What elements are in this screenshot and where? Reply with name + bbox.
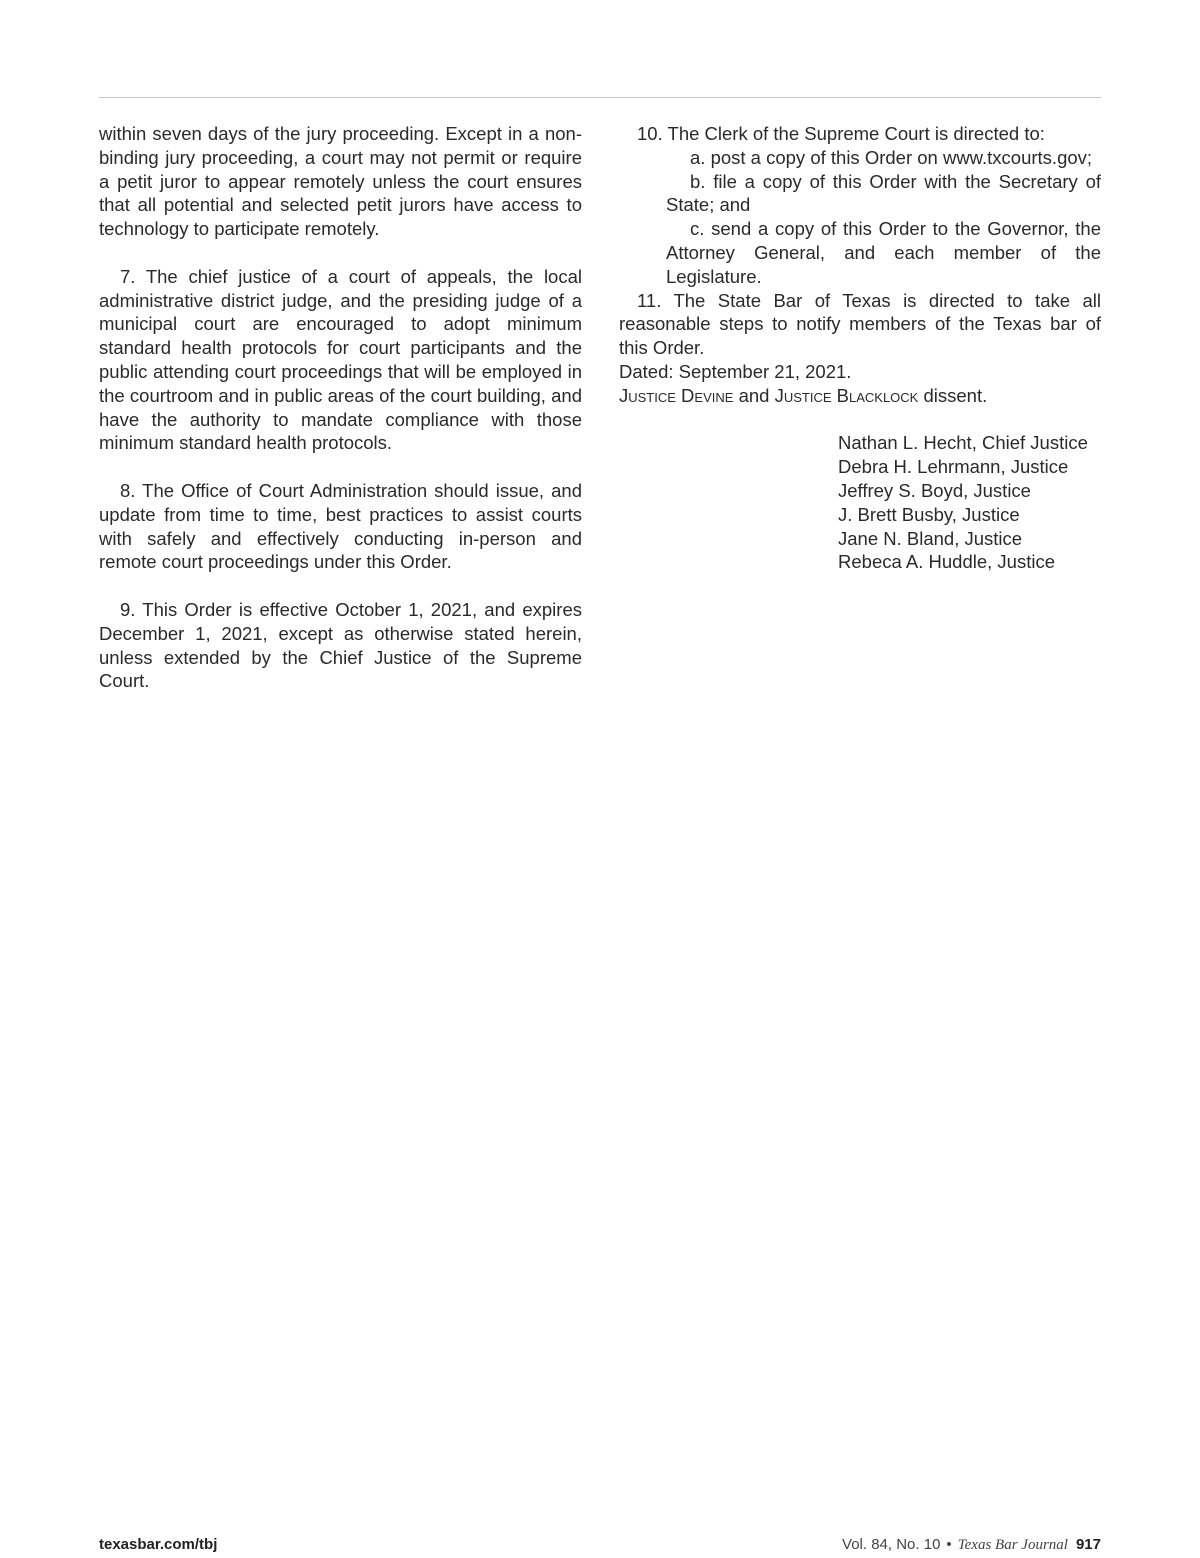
dissent-suffix: dissent. <box>918 384 988 406</box>
paragraph-7: 7. The chief justice of a court of appeals, the local administrative district judge, and the presiding judge of a municipal court are encouraged to adopt minimum standard health protocols for court participants and the public attending court proceedings that will be employed in the courtroom and in public areas of the court building, and have the authority to mandate compliance with those minimum standard health protocols. <box>99 265 582 454</box>
footer-site-link[interactable]: texasbar.com/tbj <box>99 1536 218 1553</box>
paragraph-10: 10. The Clerk of the Supreme Court is directed to: <box>637 123 1045 144</box>
signatory: J. Brett Busby, Justice <box>838 503 1020 525</box>
dissent-line <box>619 384 1101 408</box>
signatory: Debra H. Lehrmann, Justice <box>838 456 1069 478</box>
paragraph-10a: a. post a copy of this Order on www.txcourts.gov; <box>690 146 1093 168</box>
dissent-justice-blacklock: Justice Blacklock <box>774 384 919 406</box>
footer-journal-title: Texas Bar Journal <box>957 1537 1068 1553</box>
dissent-justice-devine: Justice Devine <box>619 384 734 406</box>
signatory: Nathan L. Hecht, Chief Justice <box>838 432 1088 454</box>
header-rule <box>99 97 1101 98</box>
paragraph-11: 11. The State Bar of Texas is directed to take all reasonable steps to notify members of the Texas bar of this Order. <box>619 289 1101 359</box>
signatory: Jane N. Bland, Justice <box>838 527 1023 549</box>
dissent-and: and <box>733 384 775 406</box>
left-column <box>99 122 582 693</box>
footer-volume: Vol. 84, No. 10 <box>842 1536 941 1553</box>
paragraph-8: 8. The Office of Court Administration should issue, and update from time to time, best practices to assist courts with safely and effectively conducting in-person and remote court proceedings under this Order. <box>99 479 582 573</box>
paragraph-continued: within seven days of the jury proceeding. Except in a non-binding jury proceeding, a court may not permit or require a petit juror to appear remotely unless the court ensures that all potential and selected petit jurors have access to technology to participate remotely. <box>99 123 582 240</box>
footer-bullet: • <box>946 1536 952 1553</box>
footer-page-number: 917 <box>1075 1536 1101 1553</box>
dated-line: Dated: September 21, 2021. <box>619 360 852 382</box>
signatory: Rebeca A. Huddle, Justice <box>838 551 1055 573</box>
signature-block <box>619 431 1101 574</box>
paragraph-10b: b. file a copy of this Order with the Secretary of State; and <box>666 170 1101 216</box>
paragraph-9: 9. This Order is effective October 1, 2021, and expires December 1, 2021, except as otherwise stated herein, unless extended by the Chief Justice of the Supreme Court. <box>99 598 582 692</box>
signatory: Jeffrey S. Boyd, Justice <box>838 479 1031 501</box>
right-column <box>619 122 1101 574</box>
paragraph-10c: c. send a copy of this Order to the Governor, the Attorney General, and each member of the Legislature. <box>666 218 1101 287</box>
footer-issue-info <box>842 1536 1101 1554</box>
